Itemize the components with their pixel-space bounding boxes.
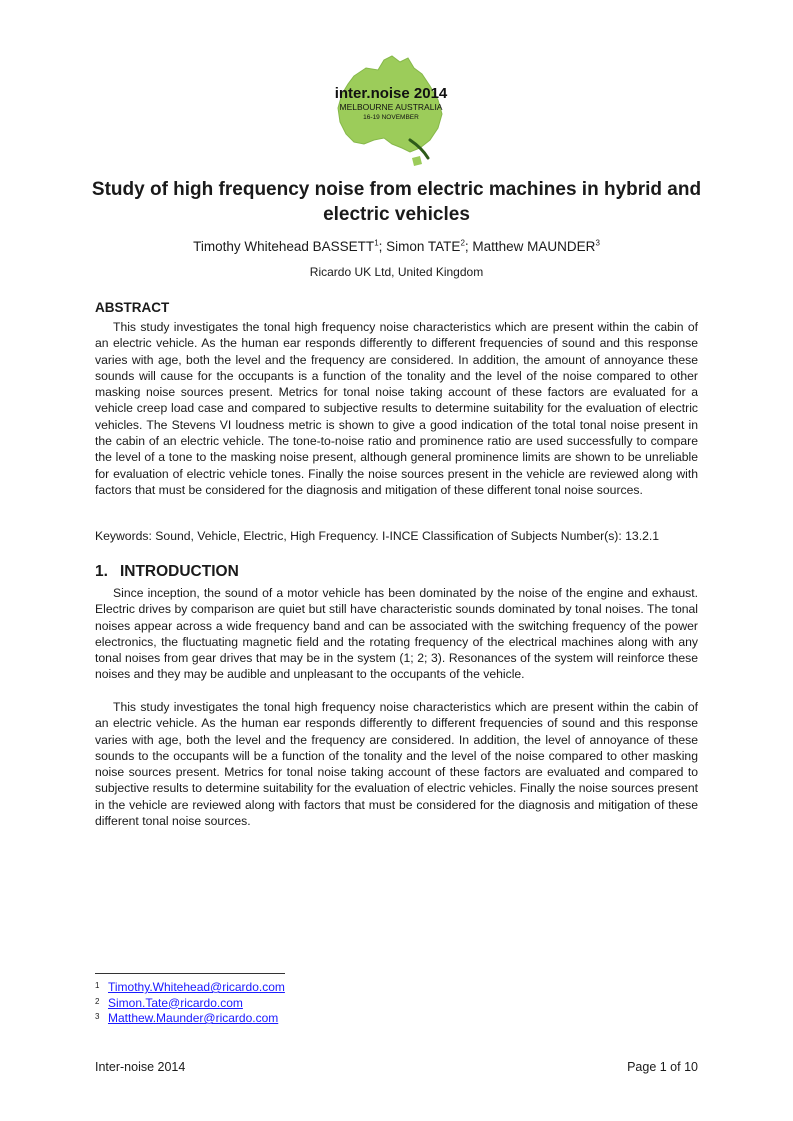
abstract-text: This study investigates the tonal high frequency noise characteristics which are present within the cabin of an electric vehicle. As the human ear responds differently to different frequencies of sound and this response varies with age, both the level and the frequency are considered. In addition, the amount of annoyance these sounds will cause for the occupants is a function of the tonality and the level of the noise compared to other masking noise sources present. Metrics for tonal noise taking account of these factors are evaluated for a vehicle creep load case and compared to subjective results to determine suitability for the evaluation of electric vehicles. The Stevens VI loudness metric is shown to give a good indication of the total tonal noise present in the cabin of an electric vehicle. The tone-to-noise ratio and prominence ratio are used successfully to compare the level of a tone to the masking noise present, although general prominence limits are shown to be unreliable for evaluation of electric vehicle tones. Finally the noise sources present in the vehicle are reviewed along with factors that must be considered for the diagnosis and mitigation of these different tonal noise sources. — [95, 320, 698, 497]
paper-title: Study of high frequency noise from electric machines in hybrid and electric vehicles — [91, 179, 702, 225]
tasmania-shape — [412, 156, 422, 166]
footnote-mark: 1 — [95, 981, 100, 990]
author-affiliation-mark: 3 — [595, 238, 600, 248]
keywords: Keywords: Sound, Vehicle, Electric, High Frequency. I-INCE Classification of Subjects Number(s): 13.2.1 — [95, 529, 660, 543]
logo-dates: 16-19 NOVEMBER — [363, 114, 419, 121]
footnotes — [95, 980, 285, 1027]
footnote-divider — [95, 973, 285, 974]
section-title: INTRODUCTION — [119, 563, 239, 580]
author-affiliation-mark: 2 — [460, 238, 465, 248]
footnote-mark: 2 — [95, 996, 100, 1006]
logo-location: MELBOURNE AUSTRALIA — [339, 102, 443, 112]
email-link[interactable]: Timothy.Whitehead@ricardo.com — [108, 980, 285, 994]
introduction-paragraph: Since inception, the sound of a motor vehicle has been dominated by the noise of the engine and exhaust. Electric drives by comparison are quiet but still have characteristic sounds dominated by tonal noises. The tonal noises appear across a wide frequency band and can be associated with the switching frequency of the power electronics, the fluctuating magnetic field and the rotating frequency of the electrical machines along with any tonal noises from gear drives that may be in the system (1; 2; 3). Resonances of the system will reinforce these noises and they may be audible and unpleasant to the occupants of the vehicle. — [95, 586, 698, 682]
footnote-item — [95, 996, 285, 1012]
footnote-item — [95, 1011, 285, 1027]
conference-logo — [326, 48, 456, 168]
email-link[interactable]: Matthew.Maunder@ricardo.com — [108, 1011, 279, 1025]
introduction-paragraph: This study investigates the tonal high frequency noise characteristics which are present within the cabin of an electric vehicle. As the human ear responds differently to different frequencies of sound and this response varies with age, both the level and the frequency are considered. In addition, the level of annoyance of these sounds to the occupants will be a function of the tonality and the level of the noise compared to other masking noise sources present. Metrics for tonal noise taking account of these factors are evaluated and compared to subjective results to determine suitability for the evaluation of electric vehicles. Finally the noise sources present in the vehicle are reviewed along with factors that must be considered for the diagnosis and mitigation of these different tonal noise sources. — [95, 700, 698, 829]
section-heading-introduction — [95, 563, 239, 581]
logo-name: inter.noise 2014 — [334, 85, 448, 102]
section-number: 1. — [95, 563, 108, 580]
author-separator: ; — [464, 239, 473, 254]
author-name: Matthew MAUNDER — [472, 239, 596, 254]
page-number: Page 1 of 10 — [627, 1060, 698, 1074]
email-link[interactable]: Simon.Tate@ricardo.com — [108, 995, 243, 1010]
author-name: Simon TATE — [386, 239, 461, 254]
footer-conference: Inter-noise 2014 — [95, 1060, 186, 1074]
author-name: Timothy Whitehead BASSETT — [193, 239, 375, 254]
footnote-mark: 3 — [95, 1012, 100, 1021]
abstract-heading: ABSTRACT — [95, 300, 170, 315]
author-separator: ; — [378, 239, 387, 254]
author-list — [60, 239, 733, 254]
author-affiliation-mark: 1 — [374, 238, 379, 248]
footnote-item — [95, 980, 285, 996]
australia-map-icon — [326, 48, 456, 168]
affiliation: Ricardo UK Ltd, United Kingdom — [309, 265, 484, 279]
